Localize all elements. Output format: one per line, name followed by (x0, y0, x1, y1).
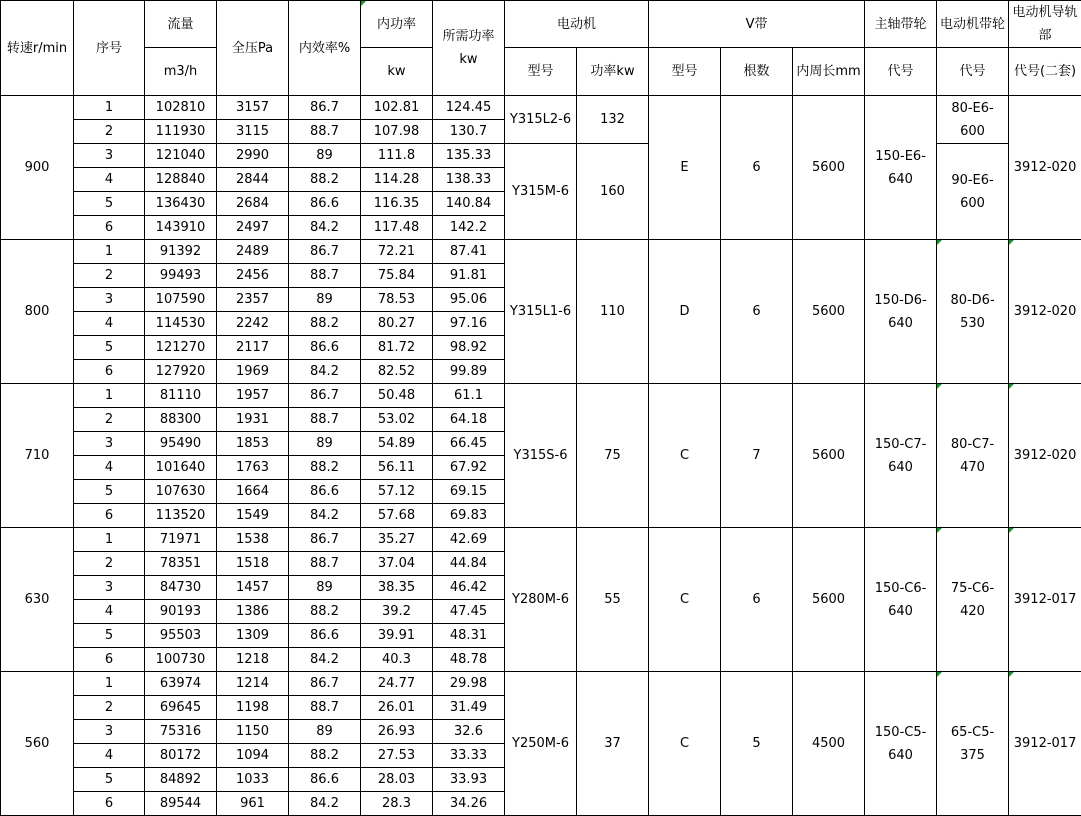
flow-cell: 80172 (145, 744, 217, 768)
pressure-cell: 1518 (217, 552, 289, 576)
required-power-cell: 42.69 (433, 528, 505, 552)
efficiency-cell: 88.2 (289, 456, 361, 480)
inner-power-cell: 111.8 (361, 144, 433, 168)
motor-pulley-cell: 80-E6- 600 (937, 96, 1009, 144)
required-power-cell: 138.33 (433, 168, 505, 192)
flow-cell: 91392 (145, 240, 217, 264)
inner-power-cell: 53.02 (361, 408, 433, 432)
efficiency-cell: 88.7 (289, 120, 361, 144)
pressure-cell: 2990 (217, 144, 289, 168)
inner-power-cell: 80.27 (361, 312, 433, 336)
inner-power-cell: 75.84 (361, 264, 433, 288)
pressure-cell: 1549 (217, 504, 289, 528)
table-row (1, 384, 1081, 408)
pressure-cell: 1218 (217, 648, 289, 672)
speed-cell: 560 (1, 672, 74, 816)
inner-power-cell: 57.12 (361, 480, 433, 504)
seq-cell: 3 (74, 144, 145, 168)
table-header (1, 1, 1081, 96)
motor-model-cell: Y315M-6 (505, 144, 577, 240)
efficiency-cell: 86.7 (289, 672, 361, 696)
vbelt-model-cell: C (649, 528, 721, 672)
inner-power-cell: 102.81 (361, 96, 433, 120)
pressure-cell: 1150 (217, 720, 289, 744)
required-power-cell: 29.98 (433, 672, 505, 696)
vbelt-count-cell: 5 (721, 672, 793, 816)
flow-cell: 84730 (145, 576, 217, 600)
required-power-cell: 66.45 (433, 432, 505, 456)
pressure-cell: 1664 (217, 480, 289, 504)
required-power-cell: 69.83 (433, 504, 505, 528)
seq-cell: 5 (74, 480, 145, 504)
pressure-cell: 961 (217, 792, 289, 816)
speed-cell: 800 (1, 240, 74, 384)
seq-cell: 4 (74, 168, 145, 192)
flow-cell: 143910 (145, 216, 217, 240)
efficiency-cell: 88.2 (289, 744, 361, 768)
required-power-cell: 98.92 (433, 336, 505, 360)
header-seq: 序号 (74, 1, 145, 96)
seq-cell: 4 (74, 456, 145, 480)
required-power-cell: 135.33 (433, 144, 505, 168)
motor-power-cell: 75 (577, 384, 649, 528)
flow-cell: 121270 (145, 336, 217, 360)
header-flow: 流量 (145, 1, 217, 48)
efficiency-cell: 84.2 (289, 360, 361, 384)
seq-cell: 3 (74, 720, 145, 744)
vbelt-length-cell: 5600 (793, 528, 865, 672)
required-power-cell: 124.45 (433, 96, 505, 120)
vbelt-count-cell: 6 (721, 96, 793, 240)
efficiency-cell: 88.2 (289, 600, 361, 624)
main-pulley-cell: 150-C5- 640 (865, 672, 937, 816)
efficiency-cell: 86.6 (289, 480, 361, 504)
required-power-cell: 61.1 (433, 384, 505, 408)
inner-power-cell: 57.68 (361, 504, 433, 528)
pressure-cell: 1033 (217, 768, 289, 792)
efficiency-cell: 86.7 (289, 528, 361, 552)
flow-cell: 63974 (145, 672, 217, 696)
seq-cell: 4 (74, 744, 145, 768)
header-motor-rail: 电动机导轨部 (1009, 1, 1081, 48)
pressure-cell: 1309 (217, 624, 289, 648)
inner-power-cell: 81.72 (361, 336, 433, 360)
pressure-cell: 2497 (217, 216, 289, 240)
flow-cell: 114530 (145, 312, 217, 336)
required-power-cell: 47.45 (433, 600, 505, 624)
header-speed: 转速r/min (1, 1, 74, 96)
flow-cell: 101640 (145, 456, 217, 480)
motor-pulley-cell: 65-C5- 375 (937, 672, 1009, 816)
header-vbelt-model: 型号 (649, 48, 721, 96)
flow-cell: 89544 (145, 792, 217, 816)
inner-power-cell: 28.3 (361, 792, 433, 816)
header-pressure: 全压Pa (217, 1, 289, 96)
required-power-cell: 95.06 (433, 288, 505, 312)
pressure-cell: 3157 (217, 96, 289, 120)
efficiency-cell: 89 (289, 432, 361, 456)
flow-cell: 95503 (145, 624, 217, 648)
vbelt-count-cell: 6 (721, 240, 793, 384)
required-power-cell: 64.18 (433, 408, 505, 432)
inner-power-cell: 54.89 (361, 432, 433, 456)
pressure-cell: 2489 (217, 240, 289, 264)
required-power-cell: 142.2 (433, 216, 505, 240)
required-power-cell: 67.92 (433, 456, 505, 480)
flow-cell: 90193 (145, 600, 217, 624)
flow-cell: 81110 (145, 384, 217, 408)
efficiency-cell: 88.7 (289, 264, 361, 288)
pressure-cell: 1931 (217, 408, 289, 432)
efficiency-cell: 86.7 (289, 240, 361, 264)
seq-cell: 5 (74, 192, 145, 216)
flow-cell: 71971 (145, 528, 217, 552)
pressure-cell: 2357 (217, 288, 289, 312)
seq-cell: 6 (74, 648, 145, 672)
flow-cell: 128840 (145, 168, 217, 192)
speed-cell: 710 (1, 384, 74, 528)
motor-pulley-cell: 80-C7- 470 (937, 384, 1009, 528)
efficiency-cell: 84.2 (289, 504, 361, 528)
seq-cell: 1 (74, 528, 145, 552)
flow-cell: 99493 (145, 264, 217, 288)
vbelt-model-cell: C (649, 384, 721, 528)
required-power-cell: 69.15 (433, 480, 505, 504)
motor-model-cell: Y250M-6 (505, 672, 577, 816)
inner-power-cell: 27.53 (361, 744, 433, 768)
inner-power-cell: 39.91 (361, 624, 433, 648)
required-power-cell: 91.81 (433, 264, 505, 288)
efficiency-cell: 88.7 (289, 696, 361, 720)
pressure-cell: 1457 (217, 576, 289, 600)
efficiency-cell: 86.6 (289, 336, 361, 360)
table-row (1, 528, 1081, 552)
motor-rail-cell: 3912-017 (1009, 528, 1081, 672)
efficiency-cell: 88.2 (289, 312, 361, 336)
flow-cell: 95490 (145, 432, 217, 456)
flow-cell: 84892 (145, 768, 217, 792)
required-power-cell: 48.78 (433, 648, 505, 672)
efficiency-cell: 89 (289, 720, 361, 744)
motor-rail-cell: 3912-020 (1009, 96, 1081, 240)
required-power-cell: 130.7 (433, 120, 505, 144)
inner-power-cell: 38.35 (361, 576, 433, 600)
header-motor-power: 功率kw (577, 48, 649, 96)
seq-cell: 4 (74, 600, 145, 624)
motor-model-cell: Y315L2-6 (505, 96, 577, 144)
motor-power-cell: 160 (577, 144, 649, 240)
table-row (1, 672, 1081, 696)
header-vbelt-length: 内周长mm (793, 48, 865, 96)
seq-cell: 4 (74, 312, 145, 336)
seq-cell: 2 (74, 552, 145, 576)
required-power-cell: 33.93 (433, 768, 505, 792)
pressure-cell: 1214 (217, 672, 289, 696)
motor-model-cell: Y315L1-6 (505, 240, 577, 384)
motor-model-cell: Y280M-6 (505, 528, 577, 672)
speed-cell: 900 (1, 96, 74, 240)
header-main-pulley-code: 代号 (865, 48, 937, 96)
inner-power-cell: 37.04 (361, 552, 433, 576)
inner-power-cell: 26.01 (361, 696, 433, 720)
header-motor-pulley-code: 代号 (937, 48, 1009, 96)
efficiency-cell: 86.7 (289, 96, 361, 120)
inner-power-cell: 117.48 (361, 216, 433, 240)
vbelt-length-cell: 5600 (793, 240, 865, 384)
efficiency-cell: 89 (289, 288, 361, 312)
pressure-cell: 1969 (217, 360, 289, 384)
efficiency-cell: 86.6 (289, 192, 361, 216)
table-row (1, 96, 1081, 120)
motor-rail-cell: 3912-020 (1009, 240, 1081, 384)
vbelt-model-cell: E (649, 96, 721, 240)
seq-cell: 1 (74, 384, 145, 408)
motor-pulley-cell: 80-D6- 530 (937, 240, 1009, 384)
inner-power-cell: 82.52 (361, 360, 433, 384)
motor-pulley-cell: 75-C6- 420 (937, 528, 1009, 672)
header-inner-power: 内功率 (361, 1, 433, 48)
flow-cell: 88300 (145, 408, 217, 432)
seq-cell: 6 (74, 216, 145, 240)
vbelt-length-cell: 5600 (793, 384, 865, 528)
header-motor-pulley: 电动机带轮 (937, 1, 1009, 48)
motor-rail-cell: 3912-020 (1009, 384, 1081, 528)
seq-cell: 5 (74, 624, 145, 648)
required-power-cell: 99.89 (433, 360, 505, 384)
vbelt-model-cell: D (649, 240, 721, 384)
inner-power-cell: 78.53 (361, 288, 433, 312)
header-flow-unit: m3/h (145, 48, 217, 96)
pressure-cell: 1763 (217, 456, 289, 480)
header-vbelt: V带 (649, 1, 865, 48)
pressure-cell: 2117 (217, 336, 289, 360)
efficiency-cell: 84.2 (289, 216, 361, 240)
inner-power-cell: 35.27 (361, 528, 433, 552)
main-pulley-cell: 150-D6- 640 (865, 240, 937, 384)
inner-power-cell: 28.03 (361, 768, 433, 792)
pressure-cell: 3115 (217, 120, 289, 144)
pressure-cell: 2844 (217, 168, 289, 192)
seq-cell: 2 (74, 696, 145, 720)
flow-cell: 107590 (145, 288, 217, 312)
efficiency-cell: 86.6 (289, 624, 361, 648)
table-row (1, 240, 1081, 264)
pressure-cell: 1853 (217, 432, 289, 456)
seq-cell: 6 (74, 504, 145, 528)
vbelt-count-cell: 6 (721, 528, 793, 672)
inner-power-cell: 39.2 (361, 600, 433, 624)
efficiency-cell: 88.7 (289, 408, 361, 432)
required-power-cell: 87.41 (433, 240, 505, 264)
pressure-cell: 1957 (217, 384, 289, 408)
seq-cell: 6 (74, 360, 145, 384)
seq-cell: 2 (74, 408, 145, 432)
header-efficiency: 内效率% (289, 1, 361, 96)
flow-cell: 78351 (145, 552, 217, 576)
required-power-cell: 97.16 (433, 312, 505, 336)
inner-power-cell: 24.77 (361, 672, 433, 696)
inner-power-cell: 116.35 (361, 192, 433, 216)
efficiency-cell: 86.7 (289, 384, 361, 408)
seq-cell: 3 (74, 288, 145, 312)
motor-power-cell: 110 (577, 240, 649, 384)
seq-cell: 3 (74, 576, 145, 600)
motor-pulley-cell: 90-E6- 600 (937, 144, 1009, 240)
inner-power-cell: 56.11 (361, 456, 433, 480)
table-body (1, 96, 1081, 816)
efficiency-cell: 88.2 (289, 168, 361, 192)
header-motor-rail-code: 代号(二套) (1009, 48, 1081, 96)
motor-rail-cell: 3912-017 (1009, 672, 1081, 816)
header-required-power: 所需功率 kw (433, 1, 505, 96)
seq-cell: 2 (74, 264, 145, 288)
pressure-cell: 1538 (217, 528, 289, 552)
inner-power-cell: 72.21 (361, 240, 433, 264)
inner-power-cell: 114.28 (361, 168, 433, 192)
flow-cell: 121040 (145, 144, 217, 168)
required-power-cell: 48.31 (433, 624, 505, 648)
motor-power-cell: 132 (577, 96, 649, 144)
flow-cell: 100730 (145, 648, 217, 672)
required-power-cell: 31.49 (433, 696, 505, 720)
required-power-cell: 33.33 (433, 744, 505, 768)
efficiency-cell: 86.6 (289, 768, 361, 792)
inner-power-cell: 50.48 (361, 384, 433, 408)
required-power-cell: 44.84 (433, 552, 505, 576)
header-inner-power-unit: kw (361, 48, 433, 96)
pressure-cell: 2456 (217, 264, 289, 288)
vbelt-length-cell: 4500 (793, 672, 865, 816)
seq-cell: 1 (74, 672, 145, 696)
speed-cell: 630 (1, 528, 74, 672)
flow-cell: 102810 (145, 96, 217, 120)
efficiency-cell: 88.7 (289, 552, 361, 576)
motor-power-cell: 55 (577, 528, 649, 672)
pressure-cell: 1094 (217, 744, 289, 768)
inner-power-cell: 107.98 (361, 120, 433, 144)
flow-cell: 136430 (145, 192, 217, 216)
flow-cell: 111930 (145, 120, 217, 144)
vbelt-length-cell: 5600 (793, 96, 865, 240)
flow-cell: 75316 (145, 720, 217, 744)
flow-cell: 69645 (145, 696, 217, 720)
efficiency-cell: 84.2 (289, 648, 361, 672)
inner-power-cell: 40.3 (361, 648, 433, 672)
seq-cell: 6 (74, 792, 145, 816)
main-pulley-cell: 150-E6- 640 (865, 96, 937, 240)
required-power-cell: 140.84 (433, 192, 505, 216)
required-power-cell: 32.6 (433, 720, 505, 744)
required-power-cell: 34.26 (433, 792, 505, 816)
inner-power-cell: 26.93 (361, 720, 433, 744)
seq-cell: 5 (74, 336, 145, 360)
vbelt-model-cell: C (649, 672, 721, 816)
main-pulley-cell: 150-C6- 640 (865, 528, 937, 672)
header-vbelt-count: 根数 (721, 48, 793, 96)
pressure-cell: 1198 (217, 696, 289, 720)
pressure-cell: 2242 (217, 312, 289, 336)
header-main-pulley: 主轴带轮 (865, 1, 937, 48)
header-motor-model: 型号 (505, 48, 577, 96)
flow-cell: 127920 (145, 360, 217, 384)
required-power-cell: 46.42 (433, 576, 505, 600)
main-pulley-cell: 150-C7- 640 (865, 384, 937, 528)
flow-cell: 113520 (145, 504, 217, 528)
seq-cell: 1 (74, 240, 145, 264)
vbelt-count-cell: 7 (721, 384, 793, 528)
efficiency-cell: 84.2 (289, 792, 361, 816)
motor-model-cell: Y315S-6 (505, 384, 577, 528)
pressure-cell: 1386 (217, 600, 289, 624)
efficiency-cell: 89 (289, 144, 361, 168)
seq-cell: 5 (74, 768, 145, 792)
header-motor: 电动机 (505, 1, 649, 48)
pressure-cell: 2684 (217, 192, 289, 216)
motor-power-cell: 37 (577, 672, 649, 816)
efficiency-cell: 89 (289, 576, 361, 600)
flow-cell: 107630 (145, 480, 217, 504)
seq-cell: 2 (74, 120, 145, 144)
seq-cell: 1 (74, 96, 145, 120)
seq-cell: 3 (74, 432, 145, 456)
